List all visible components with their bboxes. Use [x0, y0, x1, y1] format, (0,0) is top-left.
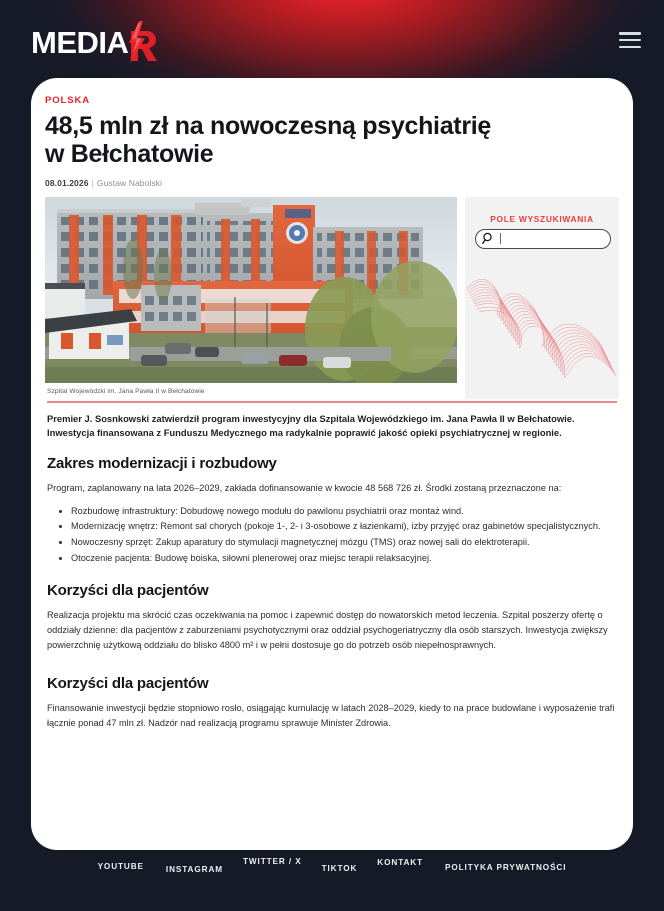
decorative-wave-graphic: [465, 262, 619, 397]
article-lead: Premier J. Sosnkowski zatwierdził program inwestycyjny dla Szpitala Wojewódzkiego im. Jana Pawła II w Bełchatowie. Inwestycja finansowana z Funduszu Medycznego ma radykalnie poprawić jakość opieki psychiatrycznej w regionie.: [47, 412, 575, 439]
section-paragraph: Program, zaplanowany na lata 2026–2029, zakłada dofinansowanie w kwocie 48 568 726 zł. Środki zostaną przeznaczone na:: [47, 482, 562, 493]
section-heading: Zakres modernizacji i rozbudowy: [47, 454, 277, 472]
hospital-photo: [45, 197, 457, 383]
text-caret: [500, 233, 501, 244]
section-paragraph: Realizacja projektu ma skrócić czas oczekiwania na pomoc i zapewnić dostęp do nowatorskich metod leczenia. Szpital poszerzy ofertę o oddziały dzienne: dla pacjentów z zaburzeniami psychotycznymi oraz oddział psychogeriatryczny dla osób starszych. Inwestycja zwiększy powierzchnię użytkową oddziału do blisko 4800 m² i w pełni dostosuje go do potrzeb osób niepełnosprawnych.: [47, 610, 608, 650]
section-heading: Korzyści dla pacjentów: [47, 582, 209, 600]
footer-link-polityka-prywatnosci[interactable]: POLITYKA PRYWATNOŚCI: [445, 863, 567, 872]
search-icon: [482, 232, 495, 245]
list-item: Rozbudowę infrastruktury: Dobudowę nowego modułu do pawilonu psychiatrii oraz montaż wind.: [59, 504, 617, 519]
section-heading: Korzyści dla pacjentów: [47, 674, 209, 692]
logo-wordmark: MEDIA: [31, 24, 129, 60]
hamburger-bar: [619, 32, 641, 35]
site-footer: [0, 850, 664, 911]
publish-date: 08.01.2026: [45, 177, 89, 188]
media-row: [45, 197, 619, 399]
byline: [45, 178, 619, 188]
list-item: Nowoczesny sprzęt: Zakup aparatury do stymulacji magnetycznej mózgu (TMS) oraz nowej sali do elektroterapii.: [59, 535, 617, 550]
author-name: Gustaw Nabolski: [96, 177, 163, 188]
article-category[interactable]: POLSKA: [45, 95, 90, 106]
search-box[interactable]: [475, 229, 611, 249]
section-paragraph: Finansowanie inwestycji będzie stopniowo rosło, osiągając kumulację w latach 2028–2029, kiedy to na prace budowlane i wyposażenie trafi łącznie ponad 47 mln zł. Nadzór nad realizacją programu sprawuje Minister Zdrowia.: [47, 702, 615, 728]
search-input[interactable]: [503, 234, 603, 243]
spacer: [45, 661, 619, 675]
section-divider: [47, 401, 617, 403]
hamburger-bar: [619, 46, 641, 49]
footer-nav: [0, 857, 664, 874]
footer-link-instagram[interactable]: INSTAGRAM: [165, 865, 223, 874]
list-item: Modernizację wnętrz: Remont sal chorych (pokoje 1-, 2- i 3-osobowe z łazienkami), izby przyjęć oraz gabinetów specjalistycznych.: [59, 519, 617, 534]
footer-link-twitter-x[interactable]: TWITTER / X: [242, 857, 302, 866]
logo-r-lightning-icon: [121, 21, 161, 63]
search-panel-title: POLE WYSZUKIWANIA: [490, 213, 594, 224]
hamburger-icon[interactable]: [619, 32, 641, 48]
footer-link-youtube[interactable]: YOUTUBE: [97, 862, 144, 871]
footer-link-kontakt[interactable]: KONTAKT: [377, 858, 424, 867]
hamburger-bar: [619, 39, 641, 42]
scope-bullet-list: [45, 504, 619, 567]
photo-caption: Szpital Wojewódzki im. Jana Pawła II w Bełchatowie: [47, 387, 205, 395]
footer-link-tiktok[interactable]: TIKTOK: [321, 864, 358, 873]
byline-separator: |: [91, 177, 94, 188]
article-figure: [45, 197, 457, 399]
list-item: Otoczenie pacjenta: Budowę boiska, siłowni plenerowej oraz miejsc terapii relaksacyjnej.: [59, 551, 617, 566]
article-card: [31, 78, 633, 850]
site-logo[interactable]: [31, 22, 161, 62]
page-title: 48,5 mln zł na nowoczesną psychiatrię w Bełchatowie: [45, 112, 492, 169]
search-panel: [465, 197, 619, 399]
